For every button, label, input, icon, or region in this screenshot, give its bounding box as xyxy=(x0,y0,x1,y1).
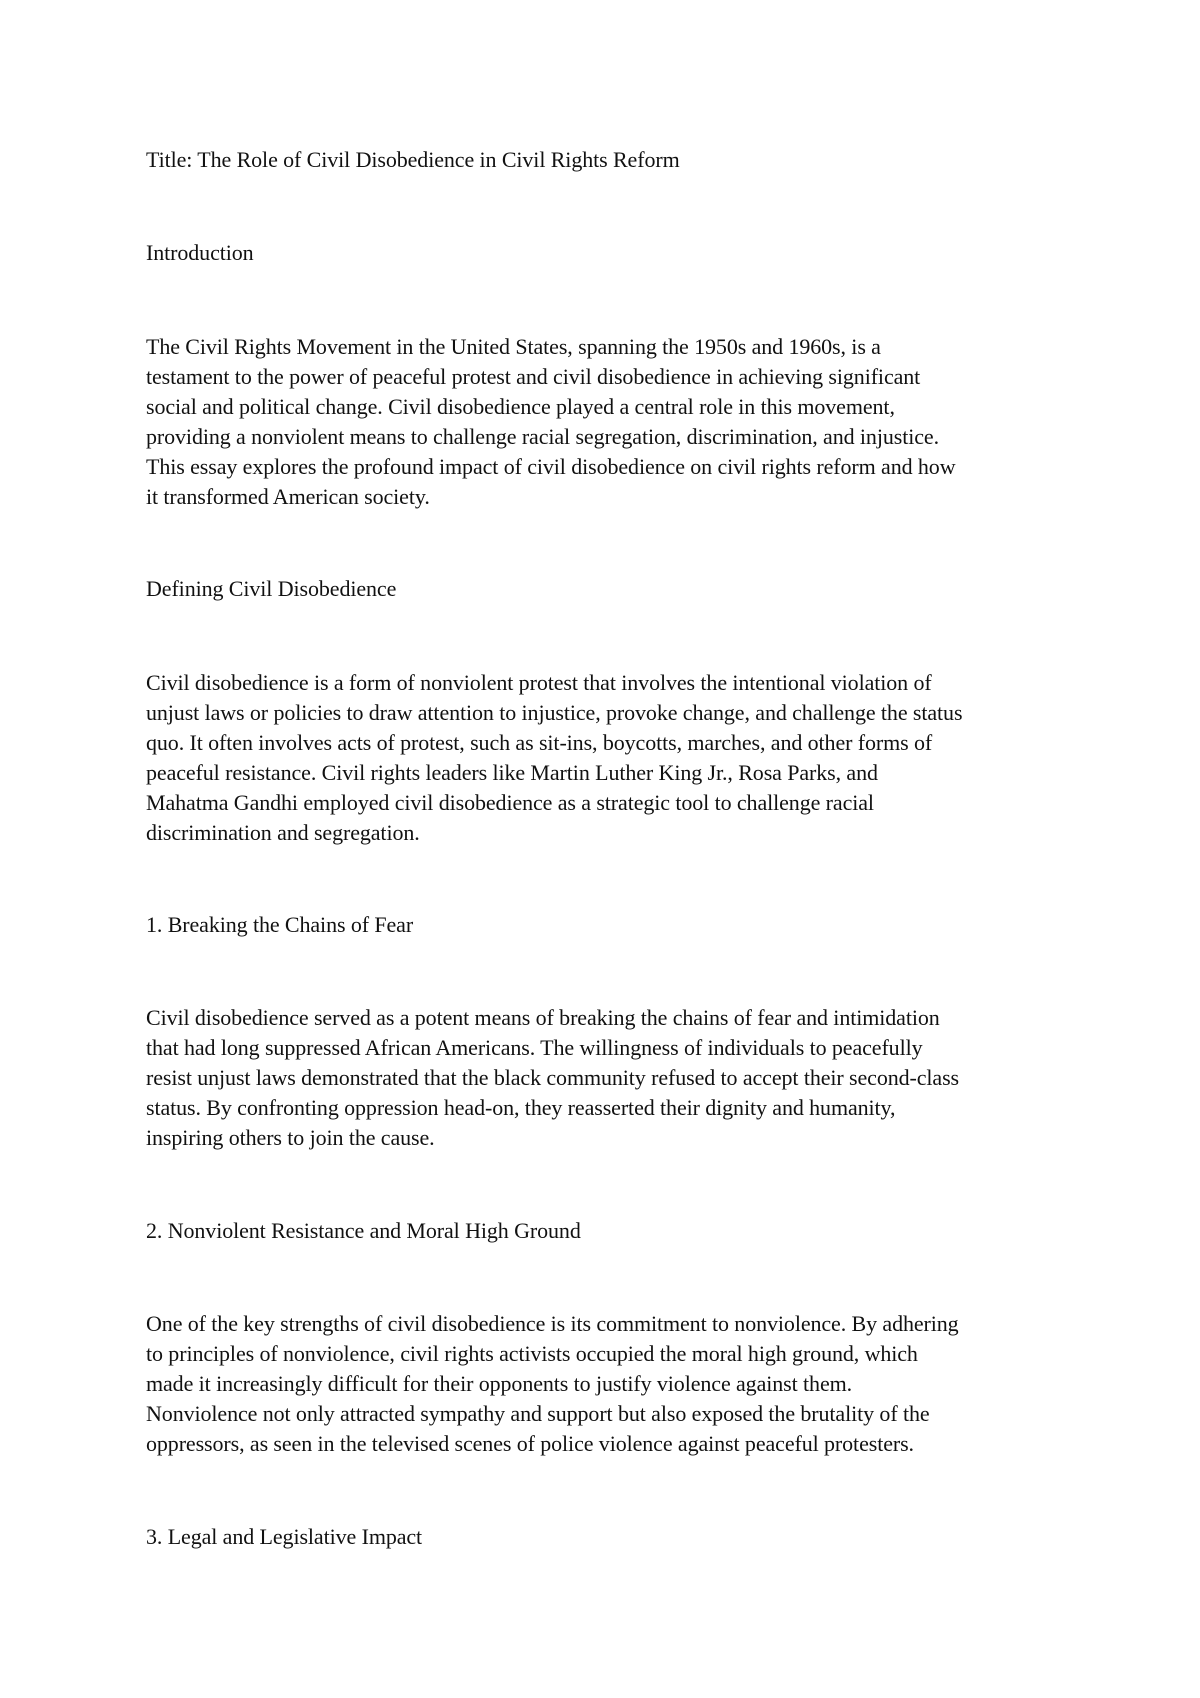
paragraph-line: This essay explores the profound impact of civil disobedience on civil rights reform and how xyxy=(146,454,956,479)
paragraph-line: providing a nonviolent means to challenge racial segregation, discrimination, and injustice. xyxy=(146,424,939,449)
section-1-heading: 1. Breaking the Chains of Fear xyxy=(146,912,414,937)
section-2-heading: 2. Nonviolent Resistance and Moral High Ground xyxy=(146,1218,581,1243)
paragraph-line: The Civil Rights Movement in the United States, spanning the 1950s and 1960s, is a xyxy=(146,334,881,359)
defining-heading: Defining Civil Disobedience xyxy=(146,576,397,601)
paragraph-line: resist unjust laws demonstrated that the black community refused to accept their second-class xyxy=(146,1065,960,1090)
paragraph-line: Civil disobedience is a form of nonviolent protest that involves the intentional violation of xyxy=(146,670,932,695)
paragraph-line: unjust laws or policies to draw attention to injustice, provoke change, and challenge the status xyxy=(146,700,963,725)
section-3-heading: 3. Legal and Legislative Impact xyxy=(146,1524,423,1549)
document-title: Title: The Role of Civil Disobedience in Civil Rights Reform xyxy=(146,147,680,172)
paragraph-line: discrimination and segregation. xyxy=(146,820,420,845)
paragraph-line: testament to the power of peaceful protest and civil disobedience in achieving significant xyxy=(146,364,921,389)
paragraph-line: One of the key strengths of civil disobedience is its commitment to nonviolence. By adhering xyxy=(146,1311,959,1336)
paragraph-line: quo. It often involves acts of protest, such as sit-ins, boycotts, marches, and other forms of xyxy=(146,730,933,755)
paragraph-line: Civil disobedience served as a potent means of breaking the chains of fear and intimidation xyxy=(146,1005,940,1030)
intro-heading: Introduction xyxy=(146,240,254,265)
paragraph-line: oppressors, as seen in the televised scenes of police violence against peaceful protesters. xyxy=(146,1431,914,1456)
paragraph-line: that had long suppressed African Americans. The willingness of individuals to peacefully xyxy=(146,1035,923,1060)
paragraph-line: inspiring others to join the cause. xyxy=(146,1125,435,1150)
paragraph-line: to principles of nonviolence, civil rights activists occupied the moral high ground, which xyxy=(146,1341,918,1366)
paragraph-line: social and political change. Civil disobedience played a central role in this movement, xyxy=(146,394,895,419)
paragraph-line: Nonviolence not only attracted sympathy and support but also exposed the brutality of the xyxy=(146,1401,930,1426)
paragraph-line: Mahatma Gandhi employed civil disobedience as a strategic tool to challenge racial xyxy=(146,790,874,815)
paragraph-line: peaceful resistance. Civil rights leaders like Martin Luther King Jr., Rosa Parks, and xyxy=(146,760,878,785)
paragraph-line: made it increasingly difficult for their opponents to justify violence against them. xyxy=(146,1371,853,1396)
paragraph-line: it transformed American society. xyxy=(146,484,430,509)
paragraph-line: status. By confronting oppression head-on, they reasserted their dignity and humanity, xyxy=(146,1095,896,1120)
